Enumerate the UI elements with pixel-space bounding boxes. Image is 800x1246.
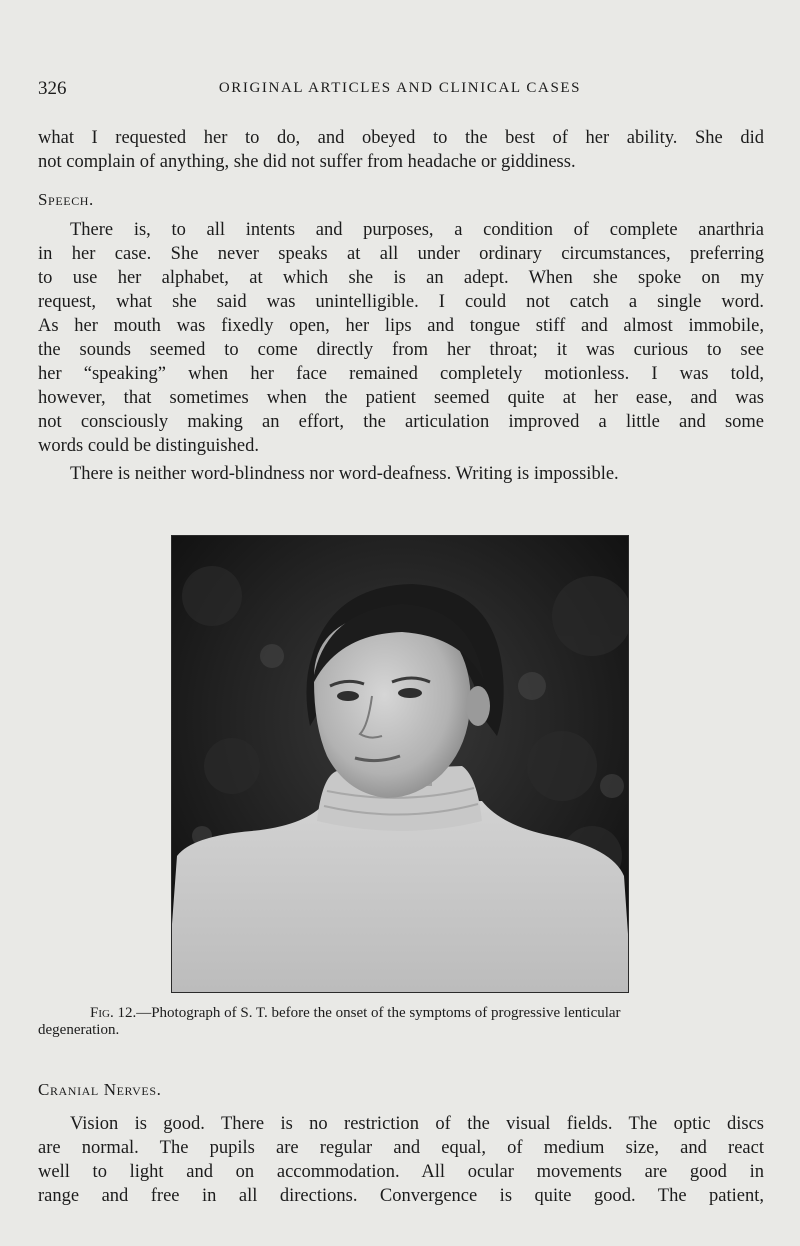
text-line: however, that sometimes when the patient seemed quite at her ease, and was [38, 388, 764, 408]
section-heading-cranial-nerves: Cranial Nerves. [38, 1080, 162, 1099]
paragraph-cranial-nerves [38, 1112, 764, 1208]
text-line: As her mouth was fixedly open, her lips and tongue stiff and almost immobile, [38, 316, 764, 336]
text-line: are normal. The pupils are regular and equal, of medium size, and react [38, 1138, 764, 1158]
figure-label: Fig. 12. [90, 1005, 137, 1021]
paragraph-word-blindness [38, 462, 764, 486]
text-line: Vision is good. There is no restriction of the visual fields. The optic discs [70, 1114, 764, 1134]
text-line: not complain of anything, she did not suffer from headache or giddiness. [38, 152, 576, 172]
text-line: range and free in all directions. Convergence is quite good. The patient, [38, 1186, 764, 1206]
section-heading-speech: Speech. [38, 190, 94, 209]
text-line: what I requested her to do, and obeyed to the best of her ability. She did [38, 128, 764, 148]
caption-text-line2: degeneration. [38, 1022, 120, 1038]
text-line: words could be distinguished. [38, 436, 259, 456]
running-head [38, 78, 762, 102]
figure-caption [38, 1005, 764, 1039]
paragraph-continuation [38, 126, 764, 174]
paragraph-speech [38, 218, 764, 458]
text-line: to use her alphabet, at which she is an adept. When she spoke on my [38, 268, 764, 288]
caption-text: —Photograph of S. T. before the onset of the symptoms of progressive lenticular [136, 1005, 621, 1021]
page-number: 326 [38, 78, 67, 99]
figure-photograph [171, 535, 629, 993]
text-line: her “speaking” when her face remained completely motionless. I was told, [38, 364, 764, 384]
text-line: There is neither word-blindness nor word-deafness. Writing is impossible. [70, 464, 619, 484]
text-line: not consciously making an effort, the articulation improved a little and some [38, 412, 764, 432]
text-line: the sounds seemed to come directly from her throat; it was curious to see [38, 340, 764, 360]
text-line: There is, to all intents and purposes, a condition of complete anarthria [70, 220, 764, 240]
portrait-photo [172, 536, 628, 992]
text-line: request, what she said was unintelligible. I could not catch a single word. [38, 292, 764, 312]
text-line: well to light and on accommodation. All ocular movements are good in [38, 1162, 764, 1182]
running-title: ORIGINAL ARTICLES AND CLINICAL CASES [218, 80, 582, 96]
text-line: in her case. She never speaks at all under ordinary circumstances, preferring [38, 244, 764, 264]
